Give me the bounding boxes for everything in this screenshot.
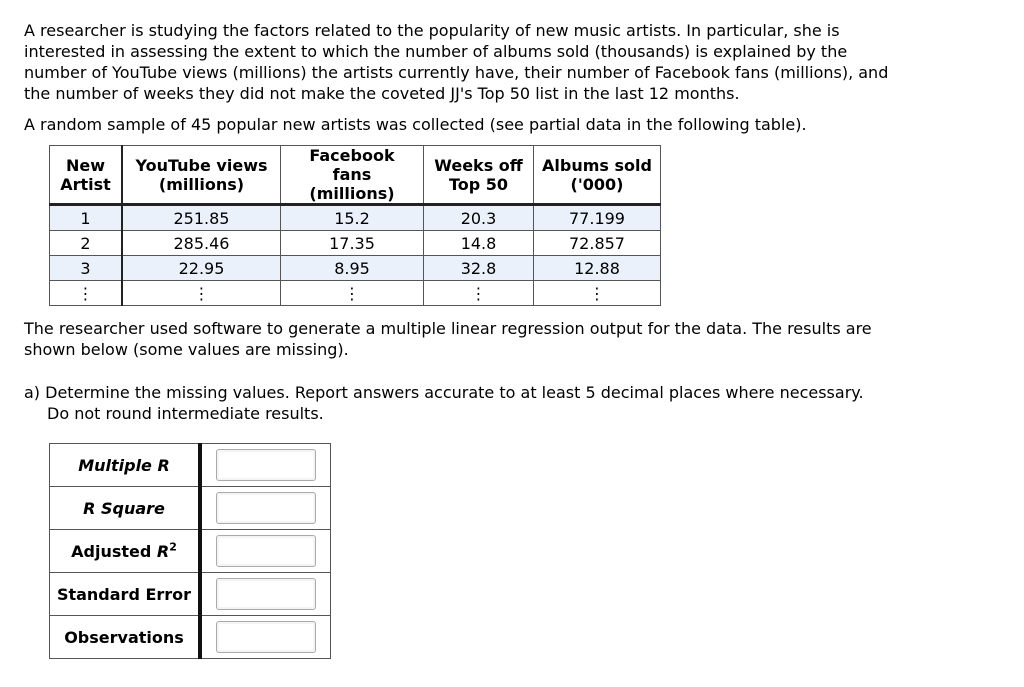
cell: 72.857 <box>534 231 661 256</box>
multiple-r-input[interactable] <box>216 449 316 481</box>
cell: 3 <box>50 256 123 281</box>
r-square-label: R Square <box>50 487 201 530</box>
cell: 285.46 <box>122 231 281 256</box>
cell: 12.88 <box>534 256 661 281</box>
regression-table <box>49 443 331 659</box>
intro-paragraph: A researcher is studying the factors related to the popularity of new music artists. In particular, she is interested in assessing the extent to which the number of albums sold (thousands) is explained by the number of YouTube views (millions) the artists currently have, their number of Facebook fans (millions), and the number of weeks they did not make the coveted JJ's Top 50 list in the last 12 months. <box>24 21 889 103</box>
ellipsis-cell: ⋮ <box>534 281 661 306</box>
question-a-line2: Do not round intermediate results. <box>47 404 324 423</box>
header-facebook-fans: Facebook fans (millions) <box>281 146 424 205</box>
regression-row <box>50 444 331 487</box>
adjusted-r2-input[interactable] <box>216 535 316 567</box>
cell: 2 <box>50 231 123 256</box>
regression-row <box>50 573 331 616</box>
table-row <box>50 205 661 231</box>
cell: 20.3 <box>424 205 534 231</box>
regression-row <box>50 487 331 530</box>
standard-error-input[interactable] <box>216 578 316 610</box>
ellipsis-cell: ⋮ <box>281 281 424 306</box>
cell: 1 <box>50 205 123 231</box>
standard-error-label: Standard Error <box>50 573 201 616</box>
table-row <box>50 281 661 306</box>
question-a <box>24 382 924 424</box>
cell: 32.8 <box>424 256 534 281</box>
regression-row <box>50 530 331 573</box>
r-square-input[interactable] <box>216 492 316 524</box>
ellipsis-cell: ⋮ <box>50 281 123 306</box>
cell: 15.2 <box>281 205 424 231</box>
data-table-header-row <box>50 146 661 205</box>
cell: 22.95 <box>122 256 281 281</box>
regression-row <box>50 616 331 659</box>
sample-paragraph: A random sample of 45 popular new artists was collected (see partial data in the following table). <box>24 115 807 134</box>
cell: 17.35 <box>281 231 424 256</box>
header-weeks-off: Weeks off Top 50 <box>424 146 534 205</box>
question-a-line1: a) Determine the missing values. Report answers accurate to at least 5 decimal places where necessary. <box>24 383 864 402</box>
software-paragraph: The researcher used software to generate a multiple linear regression output for the data. The results are shown below (some values are missing). <box>24 319 872 359</box>
cell: 77.199 <box>534 205 661 231</box>
ellipsis-cell: ⋮ <box>424 281 534 306</box>
observations-label: Observations <box>50 616 201 659</box>
cell: 14.8 <box>424 231 534 256</box>
ellipsis-cell: ⋮ <box>122 281 281 306</box>
table-row <box>50 231 661 256</box>
table-row <box>50 256 661 281</box>
cell: 251.85 <box>122 205 281 231</box>
cell: 8.95 <box>281 256 424 281</box>
data-table <box>49 145 661 306</box>
header-new-artist: New Artist <box>50 146 123 205</box>
adjusted-r2-label: Adjusted $R^2$ <box>50 530 201 573</box>
multiple-r-label: Multiple R <box>50 444 201 487</box>
observations-input[interactable] <box>216 621 316 653</box>
header-albums-sold: Albums sold ('000) <box>534 146 661 205</box>
header-youtube-views: YouTube views (millions) <box>122 146 281 205</box>
